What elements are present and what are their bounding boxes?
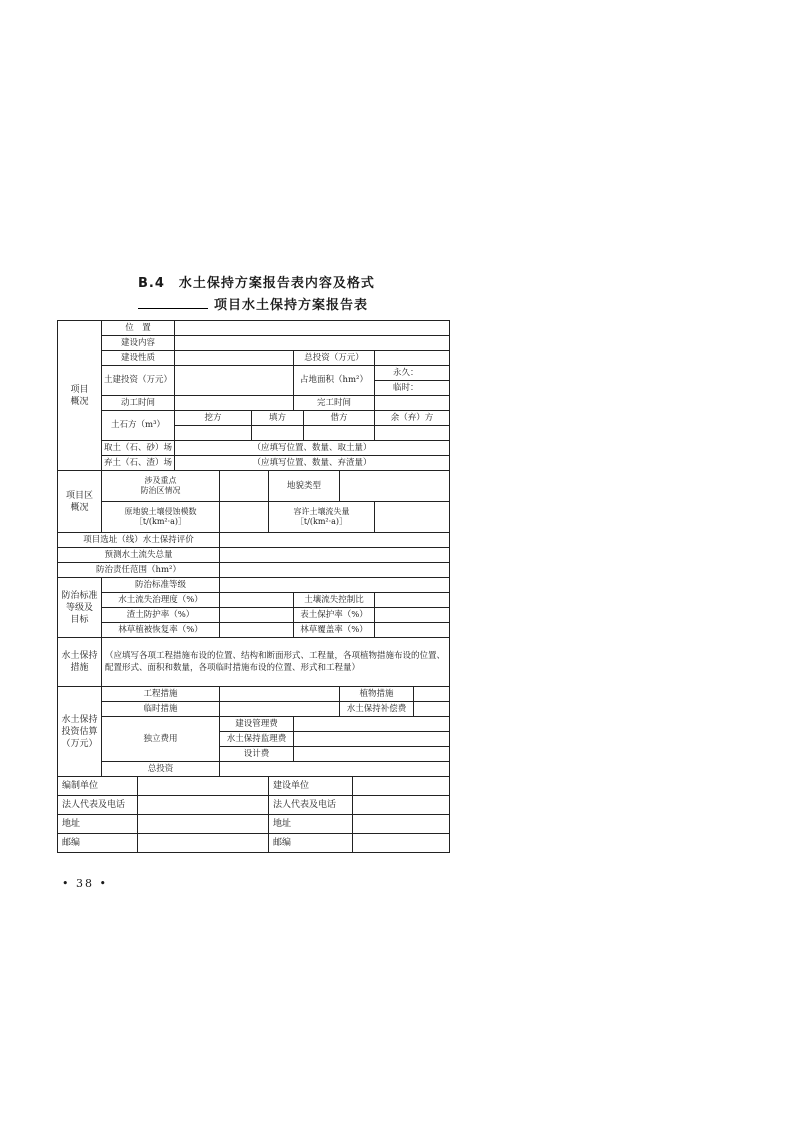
label-fill: 填方 [252, 411, 304, 426]
label-excavation: 挖方 [175, 411, 252, 426]
section-heading: B.4 水土保持方案报告表内容及格式 [138, 276, 375, 291]
label-total-investment: 总投资（万元） [294, 351, 375, 366]
label-legal-rep-compiler: 法人代表及电话 [58, 796, 138, 815]
value-construction-management [294, 717, 450, 732]
value-key-area [220, 471, 269, 502]
label-spoil-site: 弃土（石、渣）场 [102, 456, 175, 471]
section-area-overview-label: 项目区 概况 [65, 490, 93, 513]
value-zip-compiler [138, 834, 269, 853]
section-measures-label: 水土保持 措施 [61, 651, 98, 673]
project-name-blank [138, 296, 208, 309]
value-site-evaluation [220, 533, 450, 548]
value-plant-measures [414, 687, 450, 702]
value-zip-builder [353, 834, 450, 853]
label-zip-compiler: 邮编 [58, 834, 138, 853]
value-landform [340, 471, 450, 502]
label-borrow-site: 取土（石、砂）场 [102, 441, 175, 456]
value-borrow [304, 426, 375, 441]
value-total-investment-estimate [220, 762, 450, 777]
label-allowable-loss [269, 502, 375, 533]
label-supervision-fee: 水土保持监理费 [220, 732, 294, 747]
value-allowable-loss [375, 502, 450, 533]
label-vegetation-restore: 林草植被恢复率（%） [102, 623, 220, 638]
value-fill [252, 426, 304, 441]
value-start-time [175, 396, 294, 411]
value-address-builder [353, 815, 450, 834]
measures-description: （应填写各项工程措施布设的位置、结构和断面形式、工程量，各项植物措施布设的位置、配置形式、面积和数量，各项临时措施布设的位置、形式和工程量） [102, 638, 450, 687]
value-design-fee [294, 747, 450, 762]
value-finish-time [375, 396, 450, 411]
value-compensation-fee [414, 702, 450, 717]
note-spoil-site: （应填写位置、数量、弃渣量） [175, 456, 450, 471]
value-responsibility-scope [220, 563, 450, 578]
label-location: 位 置 [102, 321, 175, 336]
section-area-overview [58, 471, 102, 533]
label-vegetation-cover: 林草覆盖率（%） [294, 623, 375, 638]
label-builder-unit: 建设单位 [269, 777, 353, 796]
label-construction-content: 建设内容 [102, 336, 175, 351]
label-land-area: 占地面积（hm²） [294, 366, 375, 396]
form-title [138, 294, 368, 313]
value-legal-rep-builder [353, 796, 450, 815]
label-finish-time: 完工时间 [294, 396, 375, 411]
label-soil-loss-ratio: 土壤流失控制比 [294, 593, 375, 608]
value-supervision-fee [294, 732, 450, 747]
value-total-investment [375, 351, 450, 366]
value-compiler-unit [138, 777, 269, 796]
label-topsoil-rate: 表土保护率（%） [294, 608, 375, 623]
label-predicted-loss: 预测水土流失总量 [58, 548, 220, 563]
label-temporary: 临时： [375, 381, 450, 396]
value-engineering-measures [220, 687, 340, 702]
value-topsoil-rate [375, 608, 450, 623]
label-temporary-measures: 临时措施 [102, 702, 220, 717]
section-project-overview-label: 项目 概况 [70, 384, 89, 407]
label-original-erosion-text: 原地貌土壤侵蚀模数 ［t/(km²·a)］ [124, 507, 197, 526]
section-project-overview [58, 321, 102, 471]
label-control-degree: 水土流失治理度（%） [102, 593, 220, 608]
label-standard-grade: 防治标准等级 [102, 578, 220, 593]
value-vegetation-cover [375, 623, 450, 638]
value-construction-content [175, 336, 450, 351]
value-builder-unit [353, 777, 450, 796]
label-landform: 地貌类型 [269, 471, 340, 502]
section-investment-label: 水土保持 投资估算 （万元） [61, 714, 98, 749]
value-retention-rate [220, 608, 294, 623]
note-borrow-site: （应填写位置、数量、取土量） [175, 441, 450, 456]
label-allowable-loss-text: 容许土壤流失量 ［t/(km²·a)］ [293, 507, 350, 526]
value-soil-loss-ratio [375, 593, 450, 608]
value-temporary-measures [220, 702, 340, 717]
value-civil-investment [175, 366, 294, 396]
label-compiler-unit: 编制单位 [58, 777, 138, 796]
value-original-erosion [220, 502, 269, 533]
label-legal-rep-builder: 法人代表及电话 [269, 796, 353, 815]
page-number: • 38 • [62, 877, 108, 890]
value-address-compiler [138, 815, 269, 834]
section-measures [58, 638, 102, 687]
value-excavation [175, 426, 252, 441]
value-control-degree [220, 593, 294, 608]
label-borrow: 借方 [304, 411, 375, 426]
label-key-area [102, 471, 220, 502]
label-civil-investment: 土建投资（万元） [102, 366, 175, 396]
value-legal-rep-compiler [138, 796, 269, 815]
label-independent-costs: 独立费用 [102, 717, 220, 762]
value-surplus [375, 426, 450, 441]
value-standard-grade [220, 578, 450, 593]
section-investment [58, 687, 102, 777]
label-responsibility-scope: 防治责任范围（hm²） [58, 563, 220, 578]
label-compensation-fee: 水土保持补偿费 [340, 702, 414, 717]
label-engineering-measures: 工程措施 [102, 687, 220, 702]
label-original-erosion [102, 502, 220, 533]
label-design-fee: 设计费 [220, 747, 294, 762]
value-predicted-loss [220, 548, 450, 563]
label-zip-builder: 邮编 [269, 834, 353, 853]
label-address-compiler: 地址 [58, 815, 138, 834]
form-title-text: 项目水土保持方案报告表 [214, 298, 369, 313]
label-start-time: 动工时间 [102, 396, 175, 411]
label-surplus: 余（弃）方 [375, 411, 450, 426]
label-address-builder: 地址 [269, 815, 353, 834]
value-vegetation-restore [220, 623, 294, 638]
label-site-evaluation: 项目选址（线）水土保持评价 [58, 533, 220, 548]
section-standard [58, 578, 102, 638]
value-construction-nature [175, 351, 294, 366]
label-earthwork: 土石方（m³） [102, 411, 175, 441]
report-form-table [57, 320, 450, 853]
label-key-area-text: 涉及重点 防治区情况 [140, 476, 181, 495]
label-total-investment-estimate: 总投资 [102, 762, 220, 777]
value-location [175, 321, 450, 336]
label-construction-nature: 建设性质 [102, 351, 175, 366]
label-permanent: 永久： [375, 366, 450, 381]
label-plant-measures: 植物措施 [340, 687, 414, 702]
section-standard-label: 防治标准 等级及 目标 [61, 590, 98, 625]
label-construction-management: 建设管理费 [220, 717, 294, 732]
label-retention-rate: 渣土防护率（%） [102, 608, 220, 623]
